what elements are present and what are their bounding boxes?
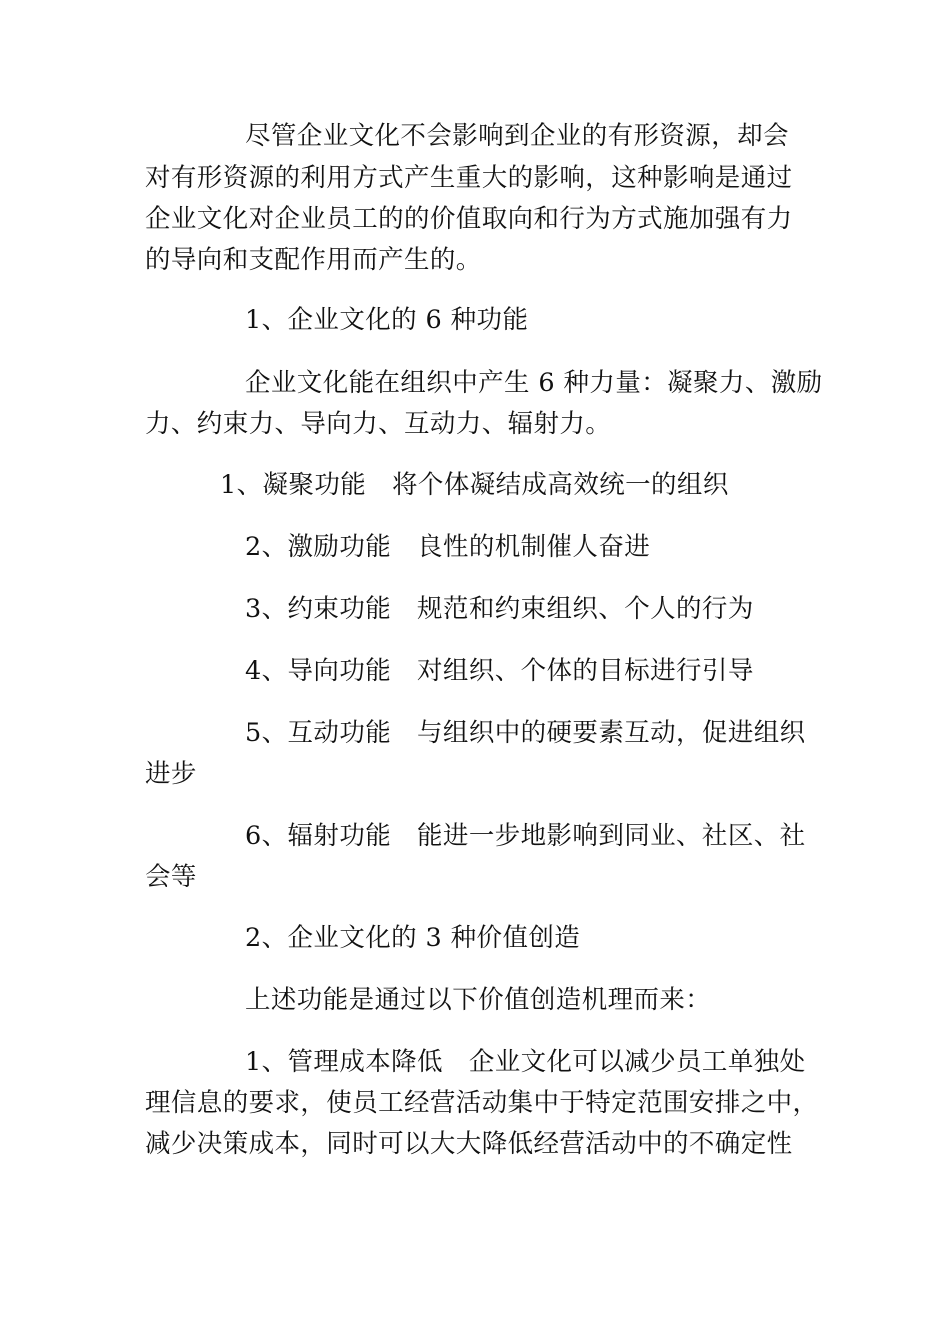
list-item: 2、激励功能 良性的机制催人奋进: [245, 532, 651, 562]
paragraph-line: 对有形资源的利用方式产生重大的影响，这种影响是通过: [145, 163, 793, 193]
list-item: 5、互动功能 与组织中的硬要素互动，促进组织: [245, 718, 806, 748]
paragraph-line: 尽管企业文化不会影响到企业的有形资源，却会: [245, 121, 789, 151]
paragraph-line: 减少决策成本，同时可以大大降低经营活动中的不确定性: [145, 1129, 793, 1159]
list-item-continuation: 会等: [145, 862, 197, 892]
paragraph-line: 企业文化对企业员工的的价值取向和行为方式施加强有力: [145, 204, 793, 234]
list-item-continuation: 进步: [145, 759, 197, 789]
list-item: 1、管理成本降低 企业文化可以减少员工单独处: [245, 1047, 806, 1077]
paragraph-line: 的导向和支配作用而产生的。: [145, 245, 482, 275]
paragraph-line: 理信息的要求，使员工经营活动集中于特定范围安排之中，: [145, 1088, 819, 1118]
paragraph-line: 企业文化能在组织中产生 6 种力量：凝聚力、激励: [245, 368, 823, 398]
section-heading: 1、企业文化的 6 种功能: [245, 305, 529, 335]
list-item: 6、辐射功能 能进一步地影响到同业、社区、社: [245, 821, 806, 851]
section-heading: 2、企业文化的 3 种价值创造: [245, 923, 581, 953]
paragraph-line: 上述功能是通过以下价值创造机理而来：: [245, 985, 712, 1015]
list-item: 4、导向功能 对组织、个体的目标进行引导: [245, 656, 754, 686]
list-item: 3、约束功能 规范和约束组织、个人的行为: [245, 594, 754, 624]
paragraph-line: 力、约束力、导向力、互动力、辐射力。: [145, 409, 612, 439]
list-item: 1、凝聚功能 将个体凝结成高效统一的组织: [220, 470, 729, 500]
